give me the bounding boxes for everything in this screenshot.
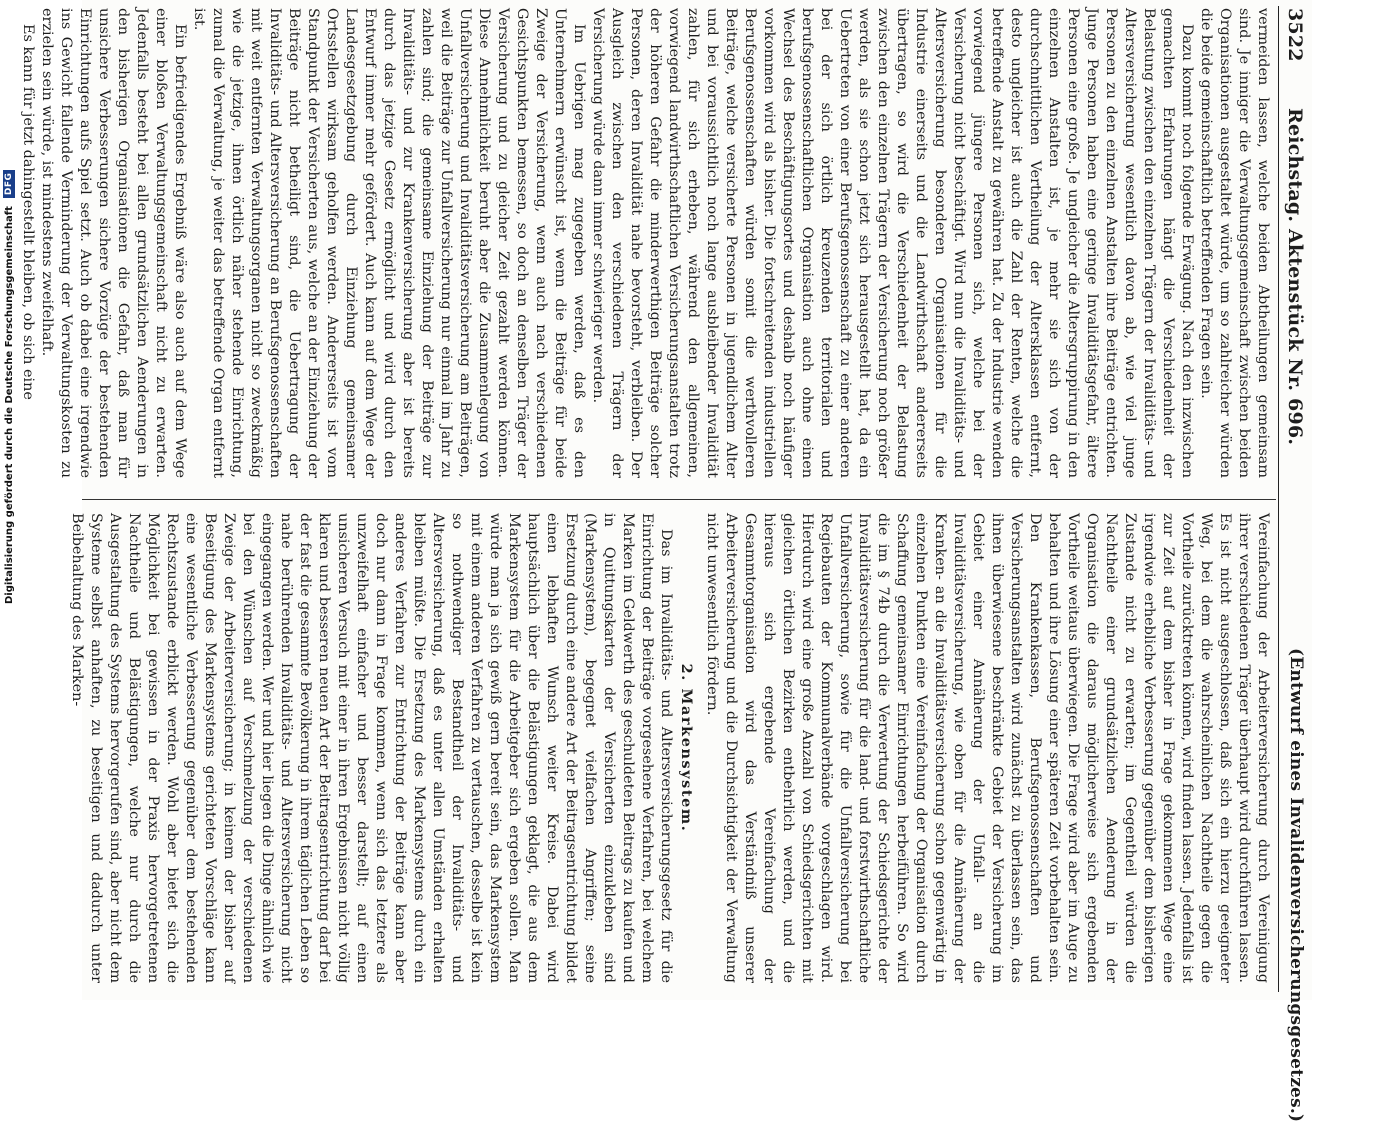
- header-rule: [1278, 6, 1279, 992]
- paragraph: vermeiden lassen, welche beiden Abtheilungen gemeinsam sind. Je inniger die Verwaltungsgemeinschaft zwischen beiden Organisationen ausgestaltet würde, um so zahlreicher würden die beide gemeinschaftlich betreffenden Fragen sein.: [1198, 8, 1271, 478]
- paragraph: Dazu kommt noch folgende Erwägung. Nach den inzwischen gemachten Erfahrungen hängt die Verschiedenheit der Belastung zwischen den einzelnen Trägern der Invaliditäts- und Altersversicherung wesentlich davon ab, wie viel junge Personen zu den einzelnen Anstalten ihre Beiträge entrichten. Junge Personen haben eine geringe Invaliditätsgefahr, ältere Personen eine große. Je ungleicher die Altersgruppirung in den einzelnen Anstalten ist, je mehr sie sich von der durchschnittlichen Vertheilung der Altersklassen entfernt, desto ungleicher ist auch die Zahl der Renten, welche die betreffende Anstalt zu gewähren hat. Zu der Industrie wenden vorwiegend jüngere Personen sich, welche bei der Versicherung nicht beschäftigt. Wird nun die Invaliditäts- und Altersversicherung besonderen Organisationen für die Industrie einerseits und die Landwirthschaft andererseits übertragen, so wird die Verschiedenheit der Belastung zwischen den einzelnen Trägern der Versicherung noch größer werden, als sie schon jetzt sich herausgestellt hat, da ein Uebertreten von einer Berufsgenossenschaft zu einer anderen bei der sich örtlich kreuzenden territorialen und berufsgenossenschaftlichen Organisation auch ohne einen Wechsel des Beschäftigungsortes und deshalb noch häufiger vorkommen wird als bisher. Die fortschreitenden industriellen Berufsgenossenschaften würden somit die werthvolleren Beiträge, welche versicherte Personen in jugendlichem Alter und bei voraussichtlich noch lange ausbleibender Invalidität zahlen, für sich erheben, während den allgemeinen, vorwiegend landwirthschaftlichen Versicherungsanstalten trotz der höheren Gefahr die minderwerthigen Beiträge solcher Personen, deren Invalidität nahe bevorsteht, verbleiben. Der Ausgleich zwischen den verschiedenen Trägern der Versicherung würde dann immer schwieriger werden.: [590, 8, 1195, 478]
- header-document-title: (Entwurf eines Invalidenversicherungsgesetzes.): [1286, 648, 1306, 1122]
- column-divider: [82, 499, 1276, 500]
- scanned-page: [20, 0, 1312, 1122]
- paragraph: Ein befriedigendes Ergebniß wäre also auch auf dem Wege einer bloßen Verwaltungsgemeinschaft nicht zu erwarten. Jedenfalls besteht bei allen grundsätzlichen Aenderungen in den bisherigen Organisationen die Gefahr, daß man für unsichere Verbesserungen sichere Vorzüge der bestehenden Einrichtungen aufs Spiel setzt. Auch ob dabei eine irgendwie ins Gewicht fallende Verminderung der Verwaltungskosten zu erzielen sein würde, ist mindestens zweifelhaft.: [39, 8, 188, 478]
- paragraph: Es kann für jetzt dahingestellt bleiben, ob sich eine: [20, 24, 36, 400]
- right-column: [69, 513, 1272, 983]
- header-title: Reichstag. Aktenstück Nr. 696.: [1284, 108, 1306, 446]
- paragraph: Das im Invaliditäts- und Altersversicherungsgesetz für die Einrichtung der Beiträge vorgesehene Verfahren, bei welchem Marken im Geldwerth des geschuldeten Beitrags zu kaufen und in Quittungskarten der Versicherten einzukleben sind (Markensystem), begegnet vielfachen Angriffen; seine Ersetzung durch eine andere Art der Beitragsentrichtung bildet einen lebhaften Wunsch weiter Kreise. Dabei wird hauptsächlich über die Belästigungen geklagt, die aus dem Markensystem für die Arbeitgeber sich ergeben sollen. Man würde man ja sich gewiß gern bereit sein, das Markensystem mit einem anderen Verfahren zu vertauschen, desselbe ist kein so nothwendiger Bestandtheil der Invaliditäts- und Altersversicherung, daß es unter allen Umständen erhalten bleiben müßte. Die Ersetzung des Markensystems durch ein anderes Verfahren zur Entrichtung der Beiträge kann aber doch nur dann in Frage kommen, wenn sich das letztere als unzweifelhaft einfacher und besser darstellt; auf einen unsicheren Versuch mit einer in ihren Ergebnissen nicht völlig klaren und besseren neuen Art der Beitragsentrichtung darf bei der fast die gesammte Bevölkerung in ihrem täglichen Leben so nahe berührenden Invaliditäts- und Altersversicherung nicht eingegangen werden. Wer und hier liegen die Dinge ähnlich wie bei den Wünschen auf Verschmelzung der verschiedenen Zweige der Arbeiterversicherung; in keinem der bisher auf Beseitigung des Markensystems gerichteten Vorschläge kann eine wesentliche Verbesserung gegenüber dem bestehenden Rechtszustande erblickt werden. Wohl aber bietet sich die Möglichkeit bei gewissen in der Praxis hervorgetretenen Nachtheile und Belästigungen, welche nur durch die Ausgestaltung des Systems hervorgerufen sind, aber nicht dem Systeme selbst anhaften, zu beseitigen und dadurch unter Beibehaltung des Marken-: [69, 513, 674, 983]
- dfg-logo: DFG: [3, 170, 15, 199]
- paragraph: Vereinfachung der Arbeiterversicherung durch Vereinigung ihrer verschiedenen Träger überhaupt wird durchführen lassen. Es ist nicht ausgeschlossen, daß sich ein hierzu geeigneter Weg, bei dem die wahrscheinlichen Nachtheile gegen die Vortheile zurücktreten können, wird finden lassen. Jedenfalls ist zur Zeit auf dem bisher in Frage gekommenen Wege eine irgendwie erhebliche Verbesserung gegenüber dem bisherigen Zustande nicht zu erwarten; im Gegentheil würden die Nachtheile einer grundsätzlichen Aenderung in der Organisation die daraus möglicherweise sich ergebenden Vortheile weitaus überwiegen. Die Frage wird aber im Auge zu behalten und ihre Lösung einer späteren Zeit vorbehalten sein. Den Krankenkassen, Berufsgenossenschaften und Versicherungsanstalten wird zunächst zu überlassen sein, das ihnen überwiesene beschränkte Gebiet der Versicherung im Gebiet einer Annäherung der Unfall- an die Invaliditätsversicherung, wie oben für die Annäherung der Kranken- an die Invaliditätsversicherung schon gegenwärtig in einzelnen Punkten eine Vereinfachung der Organisation durch Schaffung gemeinsamer Einrichtungen herbeiführen. So wird die im § 74b durch die Verwertung der Schiedsgerichte der Invaliditätsversicherung für die land- und forstwirthschaftliche Unfallversicherung, sowie für die Unfallversicherung bei Regiebauten der Kommunalverbände vorgeschlagen wird. Hierdurch wird eine große Anzahl von Schiedsgerichten mit gleichen örtlichen Bezirken entbehrlich werden, und die hieraus sich ergebende Vereinfachung der Gesammtorganisation wird das Verständniß unserer Arbeiterversicherung und die Durchsichtigkeit der Verwaltung nicht unwesentlich fördern.: [704, 513, 1271, 983]
- section-title: 2. Markensystem.: [678, 663, 695, 833]
- digitization-credit: [0, 172, 18, 604]
- paragraph: Im Uebrigen mag zugegeben werden, daß es den Unternehmern erwünscht ist, wenn die Beiträge für beide Zweige der Versicherung, wenn auch nach verschiedenen Gesichtspunkten bemessen, so doch an denselben Träger der Versicherung und zu gleicher Zeit gezahlt werden können. Diese Annehmlichkeit beruht aber die Zusammenlegung von Unfallversicherung und Invaliditätsversicherung am Beiträgen, weil die Beiträge zur Unfallversicherung nur einmal im Jahr zu zahlen sind; die gemeinsame Einziehung der Beiträge zur Invaliditäts- und zur Krankenversicherung aber ist bereits durch das jetzige Gesetz ermöglicht und wird durch den Entwurf immer mehr gefördert. Auch kann auf dem Wege der Landesgesetzgebung durch Einziehung gemeinsamer Ortsstellen wirksam geholfen werden. Andererseits ist vom Standpunkt der Versicherten aus, welche an der Einziehung der Beiträge nicht betheiligt sind, die Uebertragung der Invaliditäts- und Altersversicherung an Berufsgenossenschaften mit weit entfernten Verwaltungsorganen nicht so zweckmäßig wie die jetzige, ihnen örtlich näher stehende Einrichtung, zumal die Verwaltung, je weiter das betreffende Organ entfernt ist.: [191, 8, 587, 478]
- page-number: 3522: [1284, 8, 1306, 62]
- page-header: [1278, 8, 1308, 1122]
- left-column: [20, 8, 1272, 478]
- credit-text: Digitalisierung gefördert durch die Deutsche Forschungsgemeinschaft: [3, 206, 15, 604]
